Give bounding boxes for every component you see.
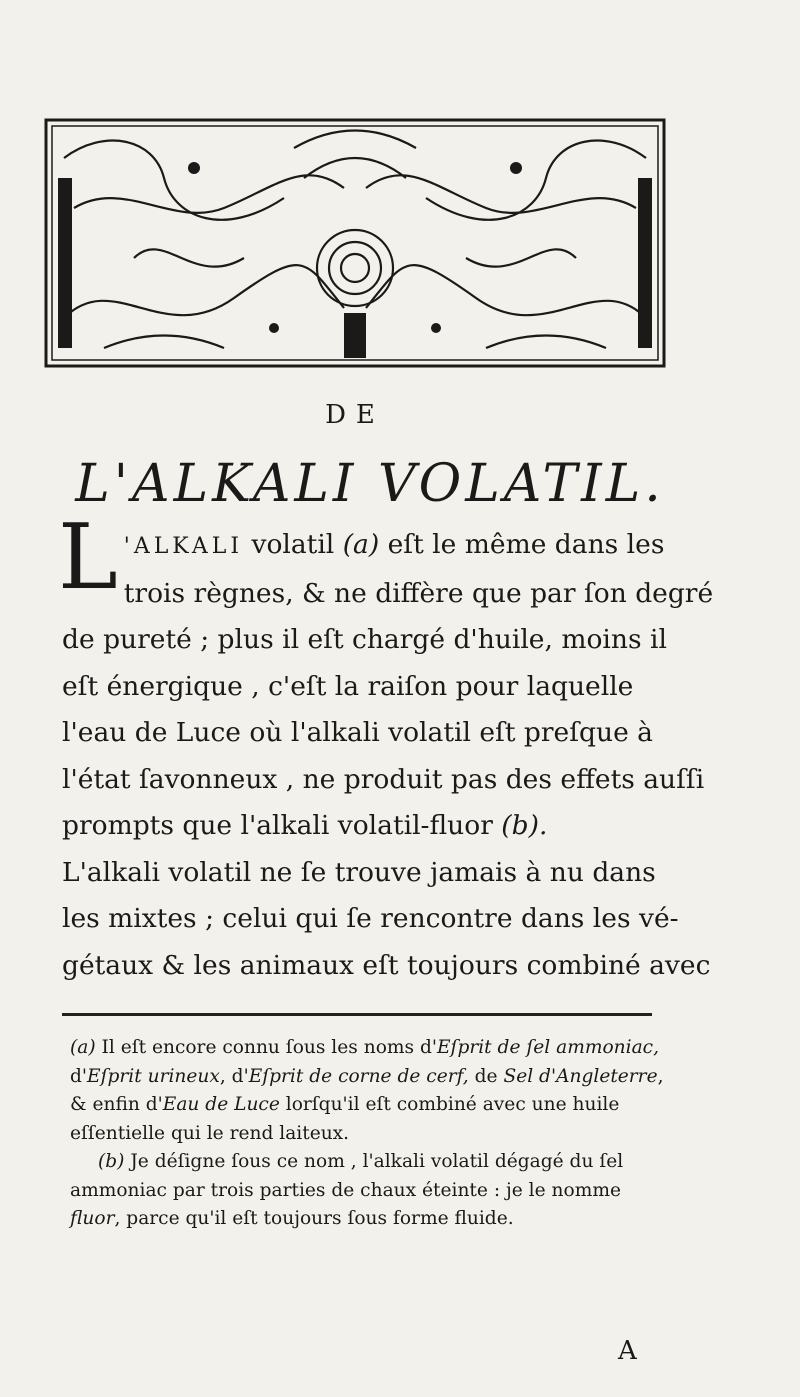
text-line-6: l'état ſavonneux , ne produit pas des effets auſſi [62, 763, 705, 795]
footnotes [70, 1034, 670, 1234]
chapter-title: L'ALKALI VOLATIL. [75, 454, 665, 514]
text-line-5: l'eau de Luce où l'alkali volatil eſt preſque à [62, 717, 653, 748]
note-a-mark: (a) [70, 1037, 96, 1058]
heading-de: DE [325, 400, 385, 430]
note-b-line-3: fluor, parce qu'il eſt toujours ſous forme fluide. [70, 1208, 514, 1229]
text-line-1: L 'ALKALI volatil (a) eſt le même dans les [58, 505, 665, 610]
text-line-7: prompts que l'alkali volatil-fluor (b). [62, 810, 548, 841]
note-b-line-2: ammoniac par trois parties de chaux éteinte : je le nomme [70, 1179, 621, 1201]
note-a-line-2: d'Eſprit urineux, d'Eſprit de corne de cerf, de Sel d'Angleterre, [70, 1065, 664, 1087]
text-line-3: de pureté ; plus il eſt chargé d'huile, moins il [62, 624, 667, 655]
main-text [58, 505, 714, 989]
note-a-line-4: eſſentielle qui le rend laiteux. [70, 1122, 350, 1144]
footnote-ref-a: (a) [342, 529, 380, 560]
text-line-2: trois règnes, & ne diffère que par ſon degré [123, 577, 714, 609]
note-a-line-3: & enfin d'Eau de Luce lorſqu'il eſt combiné avec une huile [70, 1094, 620, 1115]
text-line-9: les mixtes ; celui qui ſe rencontre dans les vé- [62, 903, 679, 934]
footnote-rule [62, 1013, 652, 1016]
note-a-line-1: (a) Il eſt encore connu ſous les noms d'Eſprit de ſel ammoniac, [70, 1037, 659, 1058]
text-line-4: eſt énergique , c'eſt la raiſon pour laquelle [62, 670, 634, 702]
catchword: A [618, 1336, 637, 1366]
text-line-8: L'alkali volatil ne ſe trouve jamais à nu dans [62, 856, 656, 888]
headpiece-ornament [44, 118, 666, 368]
small-caps-word: 'ALKALI [123, 534, 244, 559]
text-line-10: gétaux & les animaux eſt toujours combiné avec [62, 949, 711, 981]
footnote-ref-b: (b). [501, 810, 548, 841]
note-b-mark: (b) [98, 1151, 125, 1172]
note-b-line-1: (b) Je déſigne ſous ce nom , l'alkali volatil dégagé du ſel [98, 1151, 624, 1172]
drop-cap: L [58, 505, 118, 610]
